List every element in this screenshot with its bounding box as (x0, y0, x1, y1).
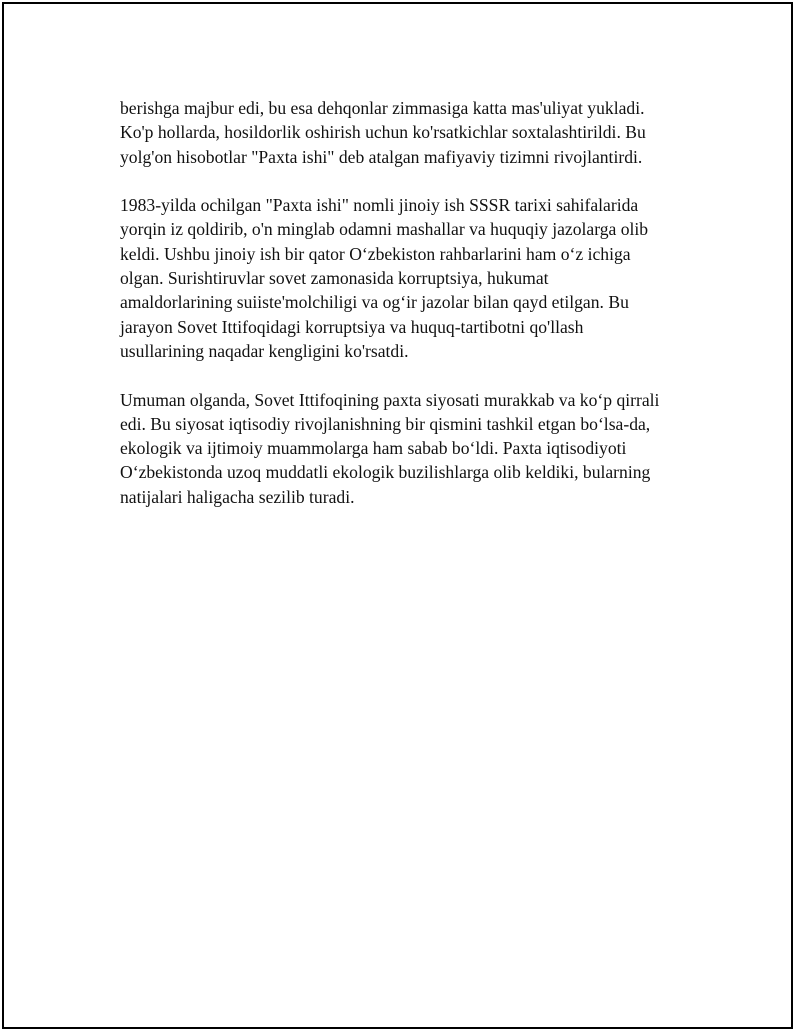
text-line: 1983-yilda ochilgan "Paxta ishi" nomli jinoiy ish SSSR tarixi sahifalarida (120, 195, 639, 216)
text-line: edi. Bu siyosat iqtisodiy rivojlanishning bir qismini tashkil etgan boʻlsa-da, (120, 413, 651, 434)
text-line: Ko'p hollarda, hosildorlik oshirish uchun ko'rsatkichlar soxtalashtirildi. Bu (120, 122, 646, 143)
paragraph-3 (120, 388, 700, 509)
text-line: yolg'on hisobotlar "Paxta ishi" deb atalgan mafiyaviy tizimni rivojlantirdi. (120, 146, 643, 167)
paragraph-1 (120, 96, 700, 169)
text-line: Umuman olganda, Sovet Ittifoqining paxta siyosati murakkab va koʻp qirrali (120, 389, 660, 410)
text-line: olgan. Surishtiruvlar sovet zamonasida korruptsiya, hukumat (120, 268, 549, 289)
text-line: yorqin iz qoldirib, o'n minglab odamni mashallar va huquqiy jazolarga olib (120, 219, 649, 240)
text-line: berishga majbur edi, bu esa dehqonlar zimmasiga katta mas'uliyat yukladi. (120, 98, 645, 118)
text-line: jarayon Sovet Ittifoqidagi korruptsiya va huquq-tartibotni qo'llash (120, 316, 584, 337)
text-line: usullarining naqadar kengligini ko'rsatdi. (120, 340, 409, 361)
document-body (120, 96, 700, 533)
text-line: amaldorlarining suiiste'molchiligi va ogʻir jazolar bilan qayd etilgan. Bu (120, 292, 629, 313)
text-line: keldi. Ushbu jinoiy ish bir qator Oʻzbekiston rahbarlarini ham oʻz ichiga (120, 243, 631, 264)
page-frame (2, 2, 793, 1029)
text-line: Oʻzbekistonda uzoq muddatli ekologik buzilishlarga olib keldiki, bularning (120, 462, 651, 483)
text-line: natijalari haligacha sezilib turadi. (120, 486, 355, 507)
text-line: ekologik va ijtimoiy muammolarga ham sabab boʻldi. Paxta iqtisodiyoti (120, 438, 627, 459)
paragraph-2 (120, 193, 700, 363)
